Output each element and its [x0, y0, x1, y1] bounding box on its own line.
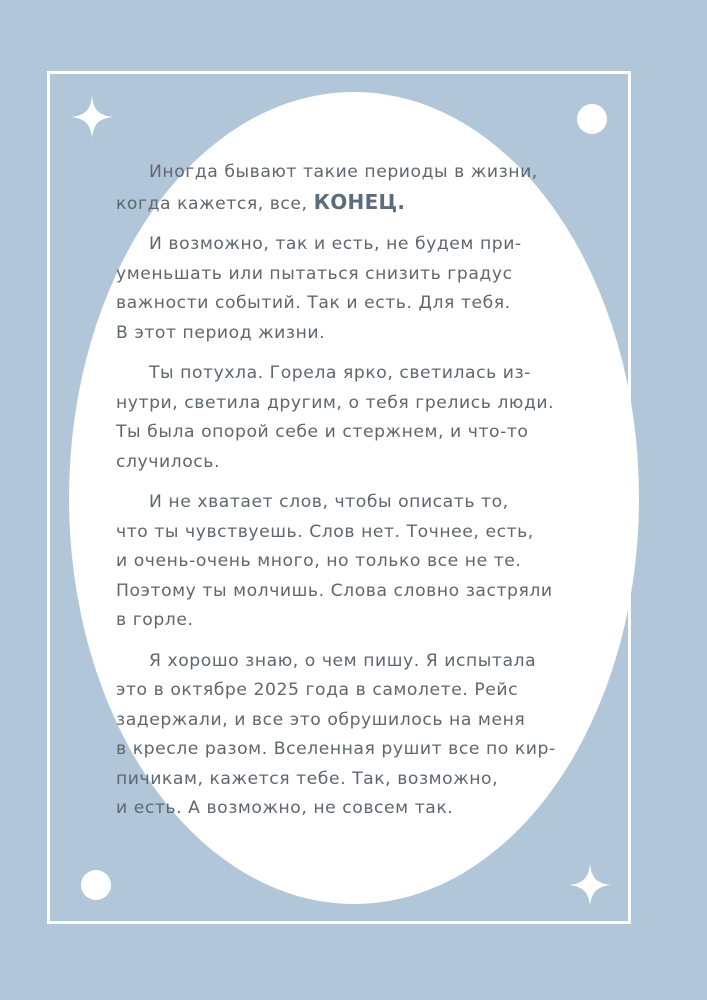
text-line: случилось.: [116, 451, 220, 472]
sparkle-icon: [569, 864, 611, 906]
text-line: нутри, светила другим, о тебя грелись люди.: [116, 392, 555, 413]
paragraph-1: [116, 158, 576, 219]
text-line-part: когда кажется, все,: [116, 193, 314, 214]
circle-dot-icon: [577, 104, 607, 134]
text-line: В этот период жизни.: [116, 322, 326, 343]
text-line: И не хватает слов, чтобы описать то,: [149, 492, 509, 512]
text-line: и очень-очень много, но только все не те.: [116, 551, 522, 571]
text-line: это в октябре 2025 года в самолете. Рейс: [116, 680, 519, 700]
text-line: в горле.: [116, 610, 194, 630]
text-line: Иногда бывают такие периоды в жизни,: [149, 162, 538, 182]
text-line: в кресле разом. Вселенная рушит все по кир-: [116, 739, 556, 759]
text-line: Я хорошо знаю, о чем пишу. Я испытала: [149, 650, 537, 671]
paragraph-2: [116, 230, 576, 348]
paragraph-4: [116, 488, 576, 636]
text-line: задержали, и все это обрушилось на меня: [116, 709, 526, 730]
text-line: уменьшать или пытаться снизить градус: [116, 263, 513, 284]
text-line: И возможно, так и есть, не будем при-: [149, 234, 522, 254]
paragraph-5: [116, 647, 576, 824]
emphasis-word: КОНЕЦ.: [313, 189, 406, 214]
circle-dot-icon: [81, 870, 111, 900]
text-line: Поэтому ты молчишь. Слова словно застряли: [116, 580, 553, 601]
sparkle-icon: [71, 96, 113, 138]
text-line: важности событий. Так и есть. Для тебя.: [116, 293, 511, 313]
paragraph-3: [116, 359, 576, 477]
text-line: Ты потухла. Горела ярко, светилась из-: [149, 363, 531, 383]
text-line: и есть. А возможно, не совсем так.: [116, 798, 454, 818]
text-line: пичикам, кажется тебе. Так, возможно,: [116, 768, 499, 789]
text-line: что ты чувствуешь. Слов нет. Точнее, есть,: [116, 521, 534, 542]
body-text: [116, 158, 576, 835]
text-line: Ты была опорой себе и стержнем, и что-то: [116, 422, 529, 442]
text-line: [116, 188, 576, 220]
